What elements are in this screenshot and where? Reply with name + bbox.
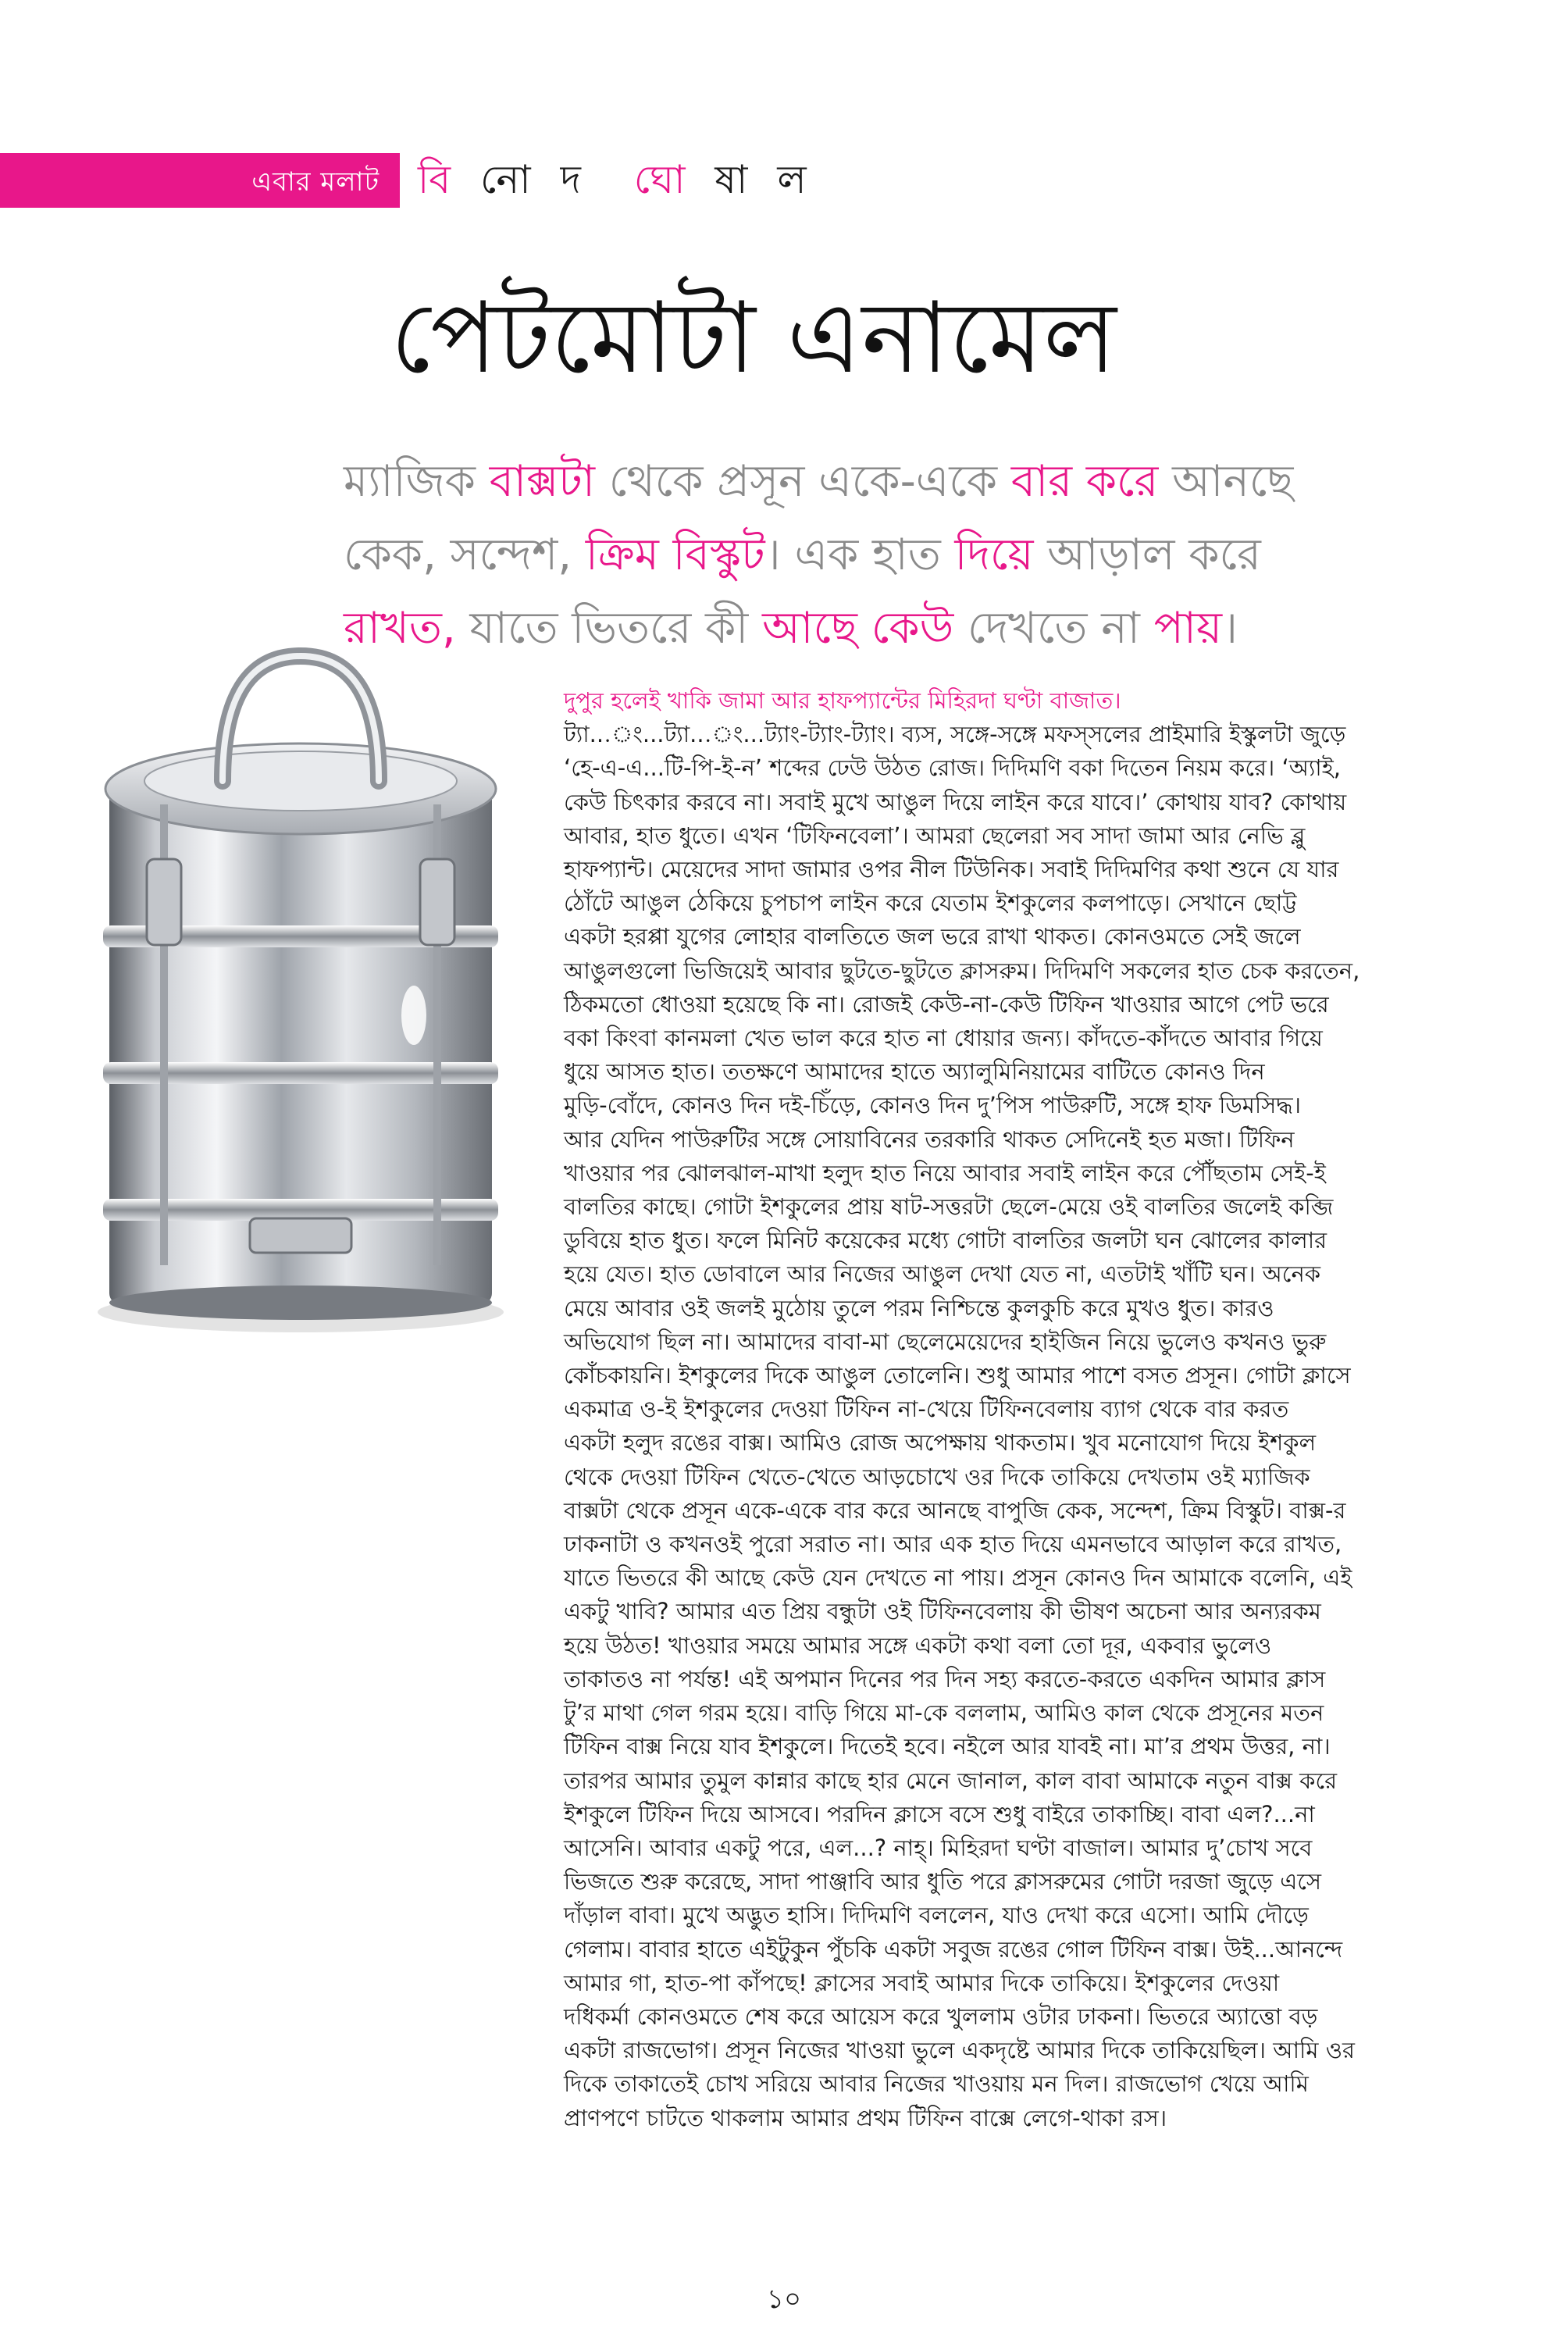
body-line: প্রাণপণে চাটতে থাকলাম আমার প্রথম টিফিন বাক্সে লেগে-থাকা রস। (564, 2104, 1167, 2131)
body-line: গেলাম। বাবার হাতে এইটুকুন পুঁচকি একটা সবুজ রঙের গোল টিফিন বাক্স। উই...আনন্দে (564, 1935, 1343, 1963)
author-syllable: নো (480, 157, 531, 202)
deck-highlight: পায় (1153, 603, 1222, 654)
body-line: আসেনি। আবার একটু পরে, এল...? নাহ্। মিহিরদা ঘণ্টা বাজাল। আমার দু’চোখ সবে (564, 1834, 1313, 1861)
author-syllable: ল (777, 157, 807, 202)
body-line: যাতে ভিতরে কী আছে কেউ যেন দেখতে না পায়। প্রসূন কোনও দিন আমাকে বলেনি, এই (564, 1564, 1352, 1592)
body-line: থেকে দেওয়া টিফিন খেতে-খেতে আড়চোখে ওর দিকে তাকিয়ে দেখতাম ওই ম্যাজিক (564, 1463, 1310, 1490)
deck-highlight: বাক্সটা (489, 456, 595, 507)
deck-text: আড়াল করে (1033, 530, 1261, 580)
deck-highlight: দিয়ে (954, 530, 1034, 580)
deck-highlight: আছে কেউ (762, 603, 954, 654)
body-line: খাওয়ার পর ঝোলঝাল-মাখা হলুদ হাত নিয়ে আবার সবাই লাইন করে পৌঁছতাম সেই-ই (564, 1159, 1326, 1186)
body-line: ঠোঁটে আঙুল ঠেকিয়ে চুপচাপ লাইন করে যেতাম ইশকুলের কলপাড়ে। সেখানে ছোট্ট (564, 890, 1297, 917)
deck-line (344, 519, 1421, 592)
body-line: কোঁচকায়নি। ইশকুলের দিকে আঙুল তোলেনি। শুধু আমার পাশে বসত প্রসূন। গোটা ক্লাসে (564, 1362, 1351, 1389)
tiffin-carrier-image (47, 625, 554, 1343)
author-byline (418, 152, 824, 208)
clip-left (147, 859, 181, 945)
body-line: ভিজতে শুরু করেছে, সাদা পাঞ্জাবি আর ধুতি পরে ক্লাসরুমের গোটা দরজা জুড়ে এসে (564, 1868, 1322, 1895)
deck-text: । এক হাত (764, 530, 955, 580)
clip-right (420, 859, 454, 945)
body-line: মুড়ি-বোঁদে, কোনও দিন দই-চিঁড়ে, কোনও দিন দু’পিস পাউরুটি, সঙ্গে হাফ ডিমসিদ্ধ। (564, 1092, 1301, 1119)
body-line: মেয়ে আবার ওই জলই মুঠোয় তুলে পরম নিশ্চিন্তে কুলকুচি করে মুখও ধুত। কারও (564, 1294, 1274, 1321)
author-syllable: ষা (715, 157, 748, 202)
section-header-bar (0, 153, 400, 208)
deck-text: কেক, সন্দেশ, (344, 530, 586, 580)
body-line: ধুয়ে আসত হাত। ততক্ষণে আমাদের হাতে অ্যালুমিনিয়ামের বাটিতে কোনও দিন (564, 1058, 1265, 1086)
body-line: হাফপ্যান্ট। মেয়েদের সাদা জামার ওপর নীল টিউনিক। সবাই দিদিমণির কথা শুনে যে যার (564, 856, 1339, 883)
body-line: হয়ে যেত। হাত ডোবালে আর নিজের আঙুল দেখা যেত না, এতটাই খাঁটি ঘন। অনেক (564, 1261, 1321, 1288)
body-line: দধিকর্মা কোনওমতে শেষ করে আয়েস করে খুললাম ওটার ঢাকনা। ভিতরে অ্যাত্তো বড় (564, 2002, 1318, 2030)
deck-text: দেখতে না (953, 603, 1154, 654)
body-line: ট্যা...ং...ট্যা...ং...ট্যাং-ট্যাং-ট্যাং। ব্যস, সঙ্গে-সঙ্গে মফস্সলের প্রাইমারি ইস্কুলটা জুড়ে (564, 721, 1346, 748)
body-line: বাক্সটা থেকে প্রসূন একে-একে বার করে আনছে বাপুজি কেক, সন্দেশ, ক্রিম বিস্কুট। বাক্স-র (564, 1496, 1346, 1524)
body-line: ঢাকনাটা ও কখনওই পুরো সরাত না। আর এক হাত দিয়ে এমনভাবে আড়াল করে রাখত, (564, 1531, 1342, 1558)
body-line: দিকে তাকাতেই চোখ সরিয়ে আবার নিজের খাওয়ায় মন দিল। রাজভোগ খেয়ে আমি (564, 2070, 1309, 2098)
article-body (564, 684, 1524, 2135)
body-line: ডুবিয়ে হাত ধুত। ফলে মিনিট কয়েকের মধ্যে গোটা বালতির জলটা ঘন ঝোলের কালার (564, 1227, 1327, 1254)
body-line: দাঁড়াল বাবা। মুখে অদ্ভুত হাসি। দিদিমণি বললেন, যাও দেখা করে এসো। আমি দৌড়ে (564, 1902, 1309, 1929)
lead-sentence: দুপুর হলেই খাকি জামা আর হাফপ্যান্টের মিহিরদা ঘণ্টা বাজাত। (564, 687, 1121, 714)
deck-text: । (1221, 603, 1238, 654)
deck-text: ম্যাজিক (344, 456, 490, 507)
body-line: তাকাতও না পর্যন্ত! এই অপমান দিনের পর দিন সহ্য করতে-করতে একদিন আমার ক্লাস (564, 1665, 1326, 1692)
body-line: বালতির কাছে। গোটা ইশকুলের প্রায় ষাট-সত্তরটা ছেলে-মেয়ে ওই বালতির জলেই কব্জি (564, 1193, 1334, 1221)
section-label: এবার মলাট (251, 166, 380, 198)
author-syllable: ঘো (633, 157, 686, 202)
article-headline: পেটমোটা এনামেল (390, 280, 1117, 395)
body-line: একটা হরপ্পা যুগের লোহার বালতিতে জল ভরে রাখা থাকত। কোনওমতে সেই জলে (564, 923, 1301, 950)
body-line: ইশকুলে টিফিন দিয়ে আসবে। পরদিন ক্লাসে বসে শুধু বাইরে তাকাচ্ছি। বাবা এল?...না (564, 1800, 1315, 1828)
body-line: আর যেদিন পাউরুটির সঙ্গে সোয়াবিনের তরকারি থাকত সেদিনেই হত মজা। টিফিন (564, 1125, 1295, 1153)
handle-slot (401, 986, 426, 1045)
body-line: ঠিকমতো ধোওয়া হয়েছে কি না। রোজই কেউ-না-কেউ টিফিন খাওয়ার আগে পেট ভরে (564, 990, 1329, 1018)
latch-shape (250, 1218, 351, 1253)
body-line: টিফিন বাক্স নিয়ে যাব ইশকুলে। দিতেই হবে। নইলে আর যাবই না। মা’র প্রথম উত্তর, না। (564, 1733, 1331, 1760)
deck-highlight: রাখত, (344, 603, 456, 654)
body-line: কেউ চিৎকার করবে না। সবাই মুখে আঙুল দিয়ে লাইন করে যাবে।’ কোথায় যাব? কোথায় (564, 788, 1347, 815)
page-number: ১০ (766, 2284, 802, 2315)
body-line: একটা হলুদ রঙের বাক্স। আমিও রোজ অপেক্ষায় থাকতাম। খুব মনোযোগ দিয়ে ইশকুল (564, 1429, 1317, 1457)
lid-top (144, 751, 457, 811)
body-line: আঙুলগুলো ভিজিয়েই আবার ছুটতে-ছুটতে ক্লাসরুম। দিদিমণি সকলের হাত চেক করতেন, (564, 957, 1360, 984)
body-line: একমাত্র ও-ই ইশকুলের দেওয়া টিফিন না-খেয়ে টিফিনবেলায় ব্যাগ থেকে বার করত (564, 1396, 1289, 1423)
body-line: বকা কিংবা কানমলা খেত ভাল করে হাত না ধোয়ার জন্য। কাঁদতে-কাঁদতে আবার গিয়ে (564, 1025, 1323, 1052)
body-line: একটু খাবি? আমার এত প্রিয় বন্ধুটা ওই টিফিনবেলায় কী ভীষণ অচেনা আর অন্যরকম (564, 1598, 1321, 1625)
deck-highlight: বার করে (1010, 456, 1159, 507)
deck-line (344, 445, 1421, 519)
body-line: তারপর আমার তুমুল কান্নার কাছে হার মেনে জানাল, কাল বাবা আমাকে নতুন বাক্স করে (564, 1767, 1338, 1794)
body-line: ‘হে-এ-এ...টি-পি-ই-ন’ শব্দের ঢেউ উঠত রোজ। দিদিমণি বকা দিতেন নিয়ম করে। ‘অ্যাই, (564, 754, 1341, 782)
deck-text: থেকে প্রসূন একে-একে (595, 456, 1011, 507)
deck-text: আনছে (1158, 456, 1294, 507)
body-line: আবার, হাত ধুতে। এখন ‘টিফিনবেলা’। আমরা ছেলেরা সব সাদা জামা আর নেভি ব্লু (564, 822, 1306, 849)
body-line: টু’র মাথা গেল গরম হয়ে। বাড়ি গিয়ে মা-কে বললাম, আমিও কাল থেকে প্রসূনের মতন (564, 1699, 1324, 1727)
body-line: আমার গা, হাত-পা কাঁপছে! ক্লাসের সবাই আমার দিকে তাকিয়ে। ইশকুলের দেওয়া (564, 1969, 1280, 1996)
author-syllable: দ (560, 157, 581, 202)
container-base (109, 1286, 492, 1320)
body-line: একটা রাজভোগ। প্রসূন নিজের খাওয়া ভুলে একদৃষ্টে আমার দিকে তাকিয়েছিল। আমি ওর (564, 2037, 1355, 2064)
deck-highlight: ক্রিম বিস্কুট (585, 530, 765, 580)
deck-text: যাতে ভিতরে কী (455, 603, 763, 654)
body-line: হয়ে উঠত! খাওয়ার সময়ে আমার সঙ্গে একটা কথা বলা তো দূর, একবার ভুলেও (564, 1631, 1272, 1659)
body-line: অভিযোগ ছিল না। আমাদের বাবা-মা ছেলেমেয়েদের হাইজিন নিয়ে ভুলেও কখনও ভুরু (564, 1328, 1327, 1355)
author-syllable: বি (418, 157, 451, 202)
